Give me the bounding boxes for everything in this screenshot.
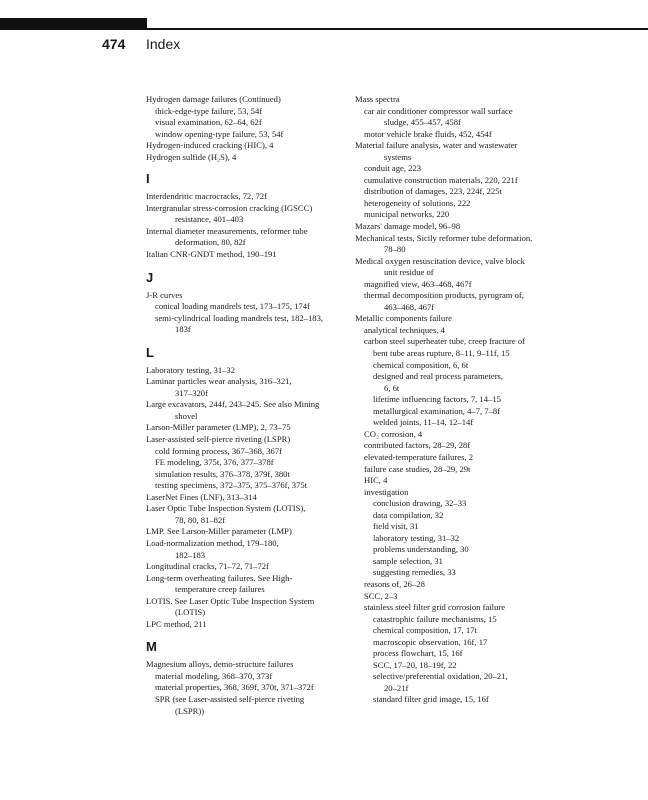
index-subentry: thick-edge-type failure, 53, 54f	[155, 105, 263, 116]
index-subentry: macroscopic observation, 16f, 17	[373, 636, 488, 647]
index-subentry: failure case studies, 28–29, 29t	[364, 463, 471, 474]
index-subentry: selective/preferential oxidation, 20–21,	[373, 671, 508, 682]
index-entry: LMP. See Larson-Miller parameter (LMP)	[146, 526, 292, 537]
index-subentry: distribution of damages, 223, 224f, 225t	[364, 186, 502, 197]
index-subentry: car air conditioner compressor wall surface	[364, 105, 513, 116]
index-subentry: semi-cylindrical loading mandrels test, 182–183,	[155, 312, 324, 323]
index-entry-continuation: 182–183	[175, 549, 206, 560]
index-subentry: catastrophic failure mechanisms, 15	[373, 613, 497, 624]
index-entry: LOTIS. See Laser Optic Tube Inspection System	[146, 595, 315, 606]
index-subentry: stainless steel filter grid corrosion failure	[364, 602, 506, 613]
index-entry-continuation: deformation, 80, 82f	[175, 237, 246, 248]
index-entry: Larson-Miller parameter (LMP), 2, 73–75	[146, 422, 291, 433]
index-subentry: cold forming process, 367–368, 367f	[155, 445, 282, 456]
index-letter-heading: I	[146, 171, 150, 187]
index-column-right	[355, 94, 550, 706]
index-entry-continuation: 317–320f	[175, 387, 208, 398]
index-entry-continuation: sludge, 455–457, 458f	[384, 117, 461, 128]
index-subentry: carbon steel superheater tube, creep fracture of	[364, 336, 526, 347]
index-entry: Intergranular stress-corrosion cracking (IGSCC)	[146, 202, 313, 213]
index-entry-continuation: 6, 6t	[384, 382, 400, 393]
index-entry: Mechanical tests, Sicily reformer tube deformation,	[355, 232, 533, 243]
index-subentry: problems understanding, 30	[373, 544, 469, 555]
index-entry-continuation: (LOTIS)	[175, 607, 206, 618]
index-entry-continuation: 78, 80, 81–82f	[175, 514, 226, 525]
index-subentry: analytical techniques, 4	[364, 324, 445, 335]
section-title: Index	[146, 36, 181, 52]
index-entry: Long-term overheating failures. See High-	[146, 572, 293, 583]
index-entry-continuation: temperature creep failures	[175, 584, 265, 595]
index-entry: LPC method, 211	[146, 618, 207, 629]
index-subentry: standard filter grid image, 15, 16f	[373, 694, 489, 705]
index-entry-continuation: systems	[384, 151, 412, 162]
index-subentry: suggesting remedies, 33	[373, 567, 456, 578]
index-entry: Material failure analysis, water and wastewater	[355, 140, 518, 151]
page-number: 474	[102, 36, 126, 52]
index-subentry: laboratory testing, 31–32	[373, 532, 460, 543]
index-letter-heading: M	[146, 639, 157, 655]
index-subentry: testing specimens, 372–375, 375–376f, 375t	[155, 480, 308, 491]
index-subentry: municipal networks, 220	[364, 209, 450, 220]
index-entry-continuation: shovel	[175, 410, 198, 421]
index-entry-continuation: 20–21f	[384, 682, 409, 693]
index-entry: Hydrogen-induced cracking (HIC), 4	[146, 140, 274, 151]
index-subentry: SCC, 17–20, 18–19f, 22	[373, 659, 457, 670]
index-entry: Metallic components failure	[355, 313, 452, 324]
header-rule	[0, 28, 648, 30]
index-subentry: bent tube areas rupture, 8–11, 9–11f, 15	[373, 348, 510, 359]
index-subentry: lifetime influencing factors, 7, 14–15	[373, 394, 501, 405]
index-subentry: data compilation, 32	[373, 509, 444, 520]
index-subentry: welded joints, 11–14, 12–14f	[373, 417, 474, 428]
index-subentry: conclusion drawing, 32–33	[373, 498, 467, 509]
index-subentry: contributed factors, 28–29, 28f	[364, 440, 471, 451]
index-entry: Laser Optic Tube Inspection System (LOTIS),	[146, 503, 306, 514]
index-entry: J-R curves	[146, 289, 183, 300]
index-entry: Laboratory testing, 31–32	[146, 364, 236, 375]
index-subentry: process flowchart, 15, 16f	[373, 648, 463, 659]
index-entry: Medical oxygen resuscitation device, valve block	[355, 255, 525, 266]
index-entry: Load-normalization method, 179–180,	[146, 537, 279, 548]
index-entry: LaserNet Fines (LNF), 313–314	[146, 491, 257, 502]
index-subentry: sample selection, 31	[373, 555, 443, 566]
index-entry-continuation: unit residue of	[384, 267, 434, 278]
index-subentry: chemical composition, 6, 6t	[373, 359, 469, 370]
index-entry: Interdendritic macrocracks, 72, 72f	[146, 191, 267, 202]
index-entry-continuation: resistance, 401–403	[175, 214, 244, 225]
index-subentry: conical loading mandrels test, 173–175, 174f	[155, 301, 310, 312]
index-letter-heading: J	[146, 269, 154, 285]
index-entry: Laser-assisted self-pierce riveting (LSPR)	[146, 434, 291, 445]
index-entry: Italian CNR-GNDT method, 190–191	[146, 249, 277, 260]
index-subentry: material modeling, 368–370, 373f	[155, 670, 273, 681]
index-subentry: CO₂ corrosion, 4	[364, 428, 423, 439]
index-subentry: chemical composition, 17, 17t	[373, 625, 477, 636]
index-column-left	[146, 94, 346, 717]
index-subentry: investigation	[364, 486, 409, 497]
index-subentry: HIC, 4	[364, 475, 388, 486]
index-entry-continuation: 183f	[175, 324, 191, 335]
index-subentry: field visit, 31	[373, 521, 419, 532]
index-entry: Hydrogen sulfide (H₂S), 4	[146, 151, 237, 162]
index-subentry: SCC, 2–3	[364, 590, 398, 601]
index-entry: Mazars' damage model, 96–98	[355, 221, 461, 232]
index-subentry: designed and real process parameters,	[373, 371, 504, 382]
index-entry: Laminar particles wear analysis, 316–321,	[146, 376, 292, 387]
index-subentry: heterogeneity of solutions, 222	[364, 197, 471, 208]
index-entry-continuation: 463–468, 467f	[384, 301, 435, 312]
index-entry: Longitudinal cracks, 71–72, 71–72f	[146, 561, 269, 572]
index-entry-continuation: (LSPR))	[175, 705, 205, 716]
index-subentry: cumulative construction materials, 220, 221f	[364, 174, 518, 185]
index-entry: Internal diameter measurements, reformer tube	[146, 225, 308, 236]
index-entry: Magnesium alloys, demo-structure failures	[146, 659, 294, 670]
index-subentry: conduit age, 223	[364, 163, 422, 174]
index-subentry: thermal decomposition products, pyrogram of,	[364, 290, 524, 301]
index-subentry: SPR (see Laser-assisted self-pierce riveting	[155, 693, 305, 704]
index-subentry: elevated-temperature failures, 2	[364, 451, 474, 462]
index-subentry: FE modeling, 375t, 376, 377–378f	[155, 457, 274, 468]
index-subentry: window opening-type failure, 53, 54f	[155, 128, 284, 139]
index-entry-continuation: 78–80	[384, 244, 406, 255]
index-entry: Large excavators, 244f, 243–245. See also Mining	[146, 399, 320, 410]
index-entry: Mass spectra	[355, 94, 400, 104]
index-subentry: motor vehicle brake fluids, 452, 454f	[364, 128, 492, 139]
index-letter-heading: L	[146, 344, 154, 360]
index-entry: Hydrogen damage failures (Continued)	[146, 94, 281, 104]
index-subentry: reasons of, 26–28	[364, 578, 425, 589]
index-subentry: material properties, 368, 369f, 370t, 371–372f	[155, 682, 314, 693]
index-subentry: metallurgical examination, 4–7, 7–8f	[373, 405, 501, 416]
index-subentry: magnified view, 463–468, 467f	[364, 278, 472, 289]
index-subentry: simulation results, 376–378, 379f, 380t	[155, 468, 290, 479]
index-subentry: visual examination, 62–64, 62f	[155, 117, 262, 128]
